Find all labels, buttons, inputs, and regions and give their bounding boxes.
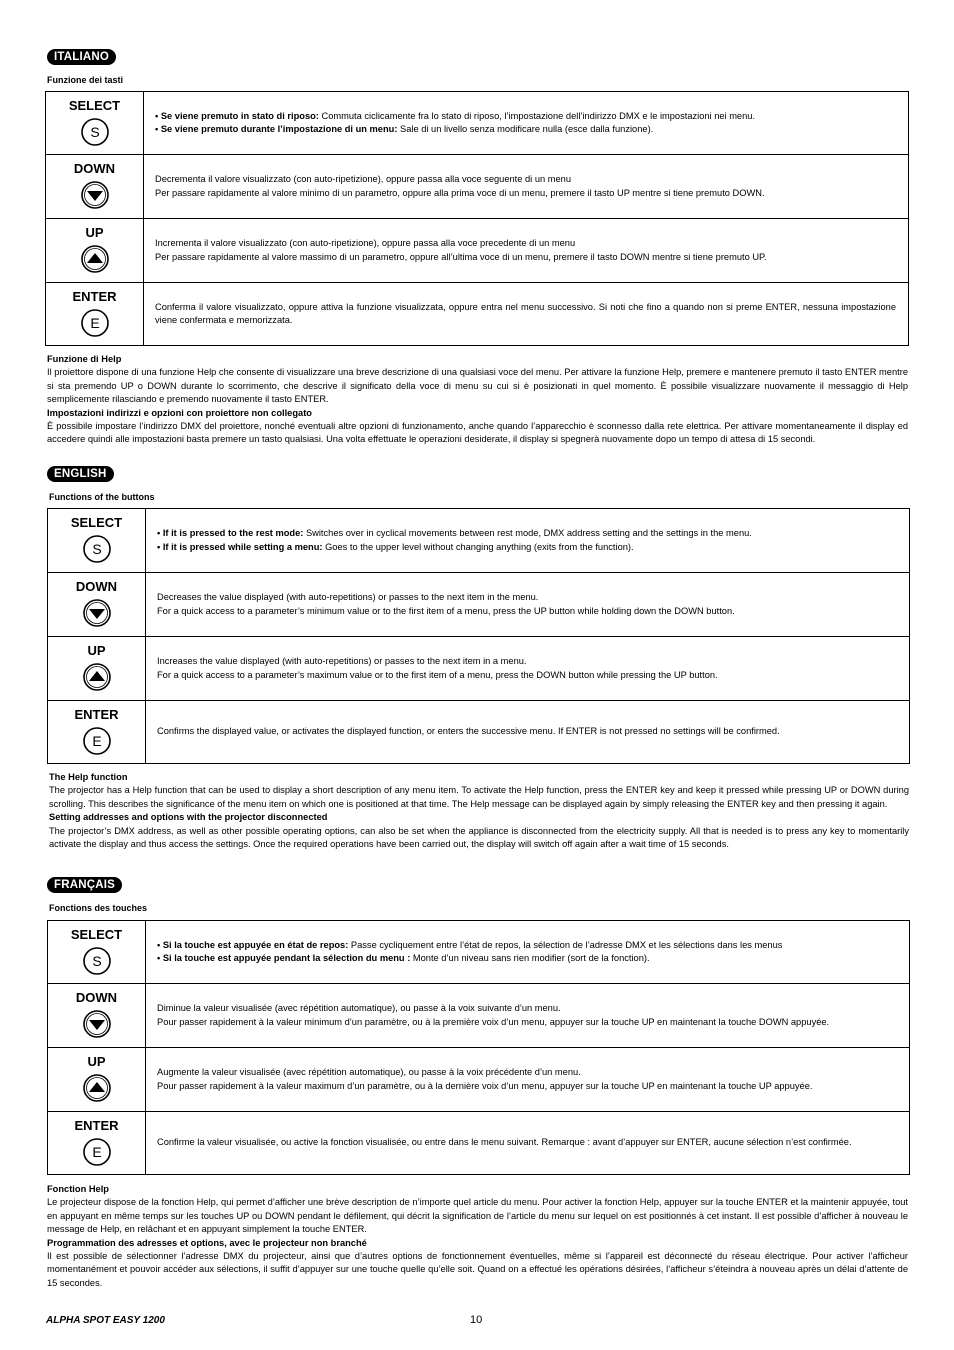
key-description: Augmente la valeur visualisée (avec répétition automatique), ou passe à la voix précédente d’un menu. Pour passer rapidement à la valeur maximum d’un paramètre, ou à la dernière voix d’un menu, appuyer sur la touche UP en maintenant la touche UP appuyée. (146, 1048, 910, 1112)
enter-e-icon (82, 1137, 112, 1167)
help-paragraph (47, 1183, 908, 1290)
key-description: • Si la touche est appuyée en état de repos: Passe cycliquement entre l’état de repos, la sélection de l’adresse DMX et les sélections dans les menus • Si la touche est appuyée pendant la sélection du menu : Monte d’un niveau sans rien modifier (sort de la fonction). (146, 921, 910, 984)
language-badge: ITALIANO (47, 49, 116, 65)
table-row (48, 921, 910, 984)
disconnected-heading: Programmation des adresses et options, avec le projecteur non branché (47, 1237, 367, 1248)
help-heading: Fonction Help (47, 1184, 109, 1194)
help-text: The projector has a Help function that can be used to display a short description of any menu item. To activate the Help function, press the ENTER key and keep it pressed while pressing UP or DOWN during scrolling. This describes the significance of the menu item on which one is positioned at that time. The Help message can be displayed again by simply releasing the ENTER key and then pressing it again. (49, 785, 909, 809)
key-name: ENTER (74, 1118, 119, 1133)
help-text: Le projecteur dispose de la fonction Help, qui permet d’afficher une brève description de n’importe quel article du menu. Pour activer la fonction Help, appuyer sur la touche ENTER et la maintenir appuyée, tout en appuyant en même temps sur les touches UP ou DOWN pendant le défilement, qui décrit la signification de l’article du menu sur lequel on est positionnés à cet instant. Il est possible d’afficher à nouveau le message de Help, en relâchant et en appuyant simplement la touche ENTER. (47, 1197, 908, 1235)
key-name: DOWN (75, 990, 118, 1005)
key-cell (46, 283, 144, 346)
key-name: ENTER (74, 707, 119, 722)
select-s-icon (82, 534, 112, 564)
key-description: Confirms the displayed value, or activates the displayed function, or enters the successive menu. If ENTER is not pressed no settings will be confirmed. (146, 701, 910, 764)
key-description: Decreases the value displayed (with auto-repetitions) or passes to the next item in the menu. For a quick access to a parameter’s minimum value or to the first item of a menu, press the UP button while holding down the DOWN button. (146, 573, 910, 637)
table-caption: Funzione dei tasti (47, 75, 124, 85)
key-cell (46, 155, 144, 219)
table-row (48, 1048, 910, 1112)
key-name: ENTER (72, 289, 117, 304)
key-name: SELECT (70, 515, 123, 530)
key-name: SELECT (70, 927, 123, 942)
help-paragraph (47, 353, 908, 447)
key-cell (46, 92, 144, 155)
table-row (46, 219, 909, 283)
up-arrow-icon (82, 662, 112, 692)
svg-text:S: S (89, 124, 100, 140)
key-cell (48, 509, 146, 573)
up-arrow-icon (82, 1073, 112, 1103)
svg-text:E: E (91, 733, 102, 749)
disconnected-text: Il est possible de sélectionner l’adresse DMX du projecteur, ainsi que d’autres options de fonctionnement éventuelles, même si l’appareil est déconnecté du réseau électrique. Pour activer l’afficheur momentanément et pouvoir accéder aux sélections, il suffit d’appuyer sur une touche quelle qu’elle soit. Quand on a effectué les opérations désirées, l’afficheur s’éteindra à nouveau après un délai d’attente de 15 secondes. (47, 1251, 908, 1288)
key-description: Decrementa il valore visualizzato (con auto-ripetizione), oppure passa alla voce seguente di un menu Per passare rapidamente al valore minimo di un parametro, oppure alla prima voce di un menu, premere il tasto UP mentre si tiene premuto DOWN. (144, 155, 909, 219)
svg-text:E: E (89, 315, 100, 331)
help-heading: Funzione di Help (47, 354, 122, 364)
key-cell (48, 1048, 146, 1112)
key-description: Confirme la valeur visualisée, ou active la fonction visualisée, ou entre dans le menu suivant. Remarque : avant d’appuyer sur ENTER, aucune sélection n’est confirmée. (146, 1112, 910, 1175)
down-arrow-icon (82, 1009, 112, 1039)
key-description: Conferma il valore visualizzato, oppure attiva la funzione visualizzata, oppure entra nel menu successivo. Si noti che fino a quando non si preme ENTER, nessuna impostazione viene confermata e memorizzata. (144, 283, 909, 346)
down-arrow-icon (82, 598, 112, 628)
page-number: 10 (470, 1314, 483, 1326)
table-caption: Functions of the buttons (49, 492, 155, 502)
key-description: • If it is pressed to the rest mode: Switches over in cyclical movements between rest mode, DMX address setting and the settings in the menu. • If it is pressed while setting a menu: Goes to the upper level without changing anything (exits from the function). (146, 509, 910, 573)
key-name: UP (85, 225, 104, 240)
table-row (48, 701, 910, 764)
key-cell (46, 219, 144, 283)
key-name: UP (87, 643, 106, 658)
key-cell (48, 921, 146, 984)
select-s-icon (82, 946, 112, 976)
product-model: ALPHA SPOT EASY 1200 (46, 1315, 165, 1326)
svg-text:E: E (91, 1144, 102, 1160)
enter-e-icon (80, 308, 110, 338)
key-cell (48, 637, 146, 701)
key-description: Incrementa il valore visualizzato (con auto-ripetizione), oppure passa alla voce precedente di un menu Per passare rapidamente al valore massimo di un parametro, oppure all’ultima voce di un menu, premere il tasto DOWN mentre si tiene premuto UP. (144, 219, 909, 283)
help-heading: The Help function (49, 772, 128, 782)
table-row (48, 984, 910, 1048)
table-row (46, 283, 909, 346)
language-badge: ENGLISH (47, 466, 114, 482)
button-functions-table (47, 920, 910, 1175)
enter-e-icon (82, 726, 112, 756)
help-text: Il proiettore dispone di una funzione Help che consente di visualizzare una breve descrizione di una qualsiasi voce del menu. Per attivare la funzione Help, premere e mantenere premuto il tasto ENTER mentre si sta premendo UP o DOWN durante lo scorrimento, che descrive il significato della voce di menu su cui si è posizionati in quel momento. È possibile visualizzare nuovamente il messaggio di Help semplicemente rilasciando e premendo nuovamente il tasto ENTER. (47, 367, 908, 405)
key-cell (48, 701, 146, 764)
up-arrow-icon (80, 244, 110, 274)
down-arrow-icon (80, 180, 110, 210)
disconnected-heading: Impostazioni indirizzi e opzioni con proiettore non collegato (47, 407, 312, 418)
key-cell (48, 573, 146, 637)
table-row (48, 1112, 910, 1175)
disconnected-heading: Setting addresses and options with the projector disconnected (49, 812, 328, 823)
select-s-icon (80, 117, 110, 147)
key-description: • Se viene premuto in stato di riposo: Commuta ciclicamente fra lo stato di riposo, l’impostazione dell’indirizzo DMX e le impostazioni nei menu. • Se viene premuto durante l’impostazione di un menu: Sale di un livello senza modificare nulla (esce dalla funzione). (144, 92, 909, 155)
key-description: Increases the value displayed (with auto-repetitions) or passes to the next item in a menu. For a quick access to a parameter’s maximum value or to the first item of a menu, press the DOWN button while pressing the UP button. (146, 637, 910, 701)
key-name: UP (87, 1054, 106, 1069)
button-functions-table (45, 91, 909, 346)
language-badge: FRANÇAIS (47, 877, 122, 893)
help-paragraph (49, 771, 909, 851)
svg-text:S: S (91, 953, 102, 969)
key-name: SELECT (68, 98, 121, 113)
key-description: Diminue la valeur visualisée (avec répétition automatique), ou passe à la voix suivante d’un menu. Pour passer rapidement à la valeur minimum d’un paramètre, ou à la première voix d’un menu, appuyer sur la touche UP en maintenant la touche DOWN appuyée. (146, 984, 910, 1048)
key-name: DOWN (75, 579, 118, 594)
disconnected-text: È possibile impostare l’indirizzo DMX del proiettore, nonché eventuali altre opzioni di funzionamento, anche quando l’apparecchio è sconnesso dalla rete elettrica. Per attivare momentaneamente il display ed accedere quindi alle impostazioni basta premere un tasto qualsiasi. Una volta effettuate le operazioni desiderate, il display si spegnerà nuovamente dopo un tempo di attesa di 15 secondi. (47, 421, 908, 445)
table-caption: Fonctions des touches (49, 903, 148, 913)
table-row (46, 155, 909, 219)
key-cell (48, 984, 146, 1048)
svg-text:S: S (91, 541, 102, 557)
key-cell (48, 1112, 146, 1175)
disconnected-text: The projector’s DMX address, as well as other possible operating options, can also be set when the appliance is disconnected from the electricity supply. All that is needed is to press any key to momentarily activate the display and thus access the settings. Once the required operations have been carried out, the display will switch off again after a wait time of 15 seconds. (49, 825, 909, 850)
key-name: DOWN (73, 161, 116, 176)
table-row (46, 92, 909, 155)
table-row (48, 637, 910, 701)
table-row (48, 573, 910, 637)
table-row (48, 509, 910, 573)
button-functions-table (47, 508, 910, 764)
